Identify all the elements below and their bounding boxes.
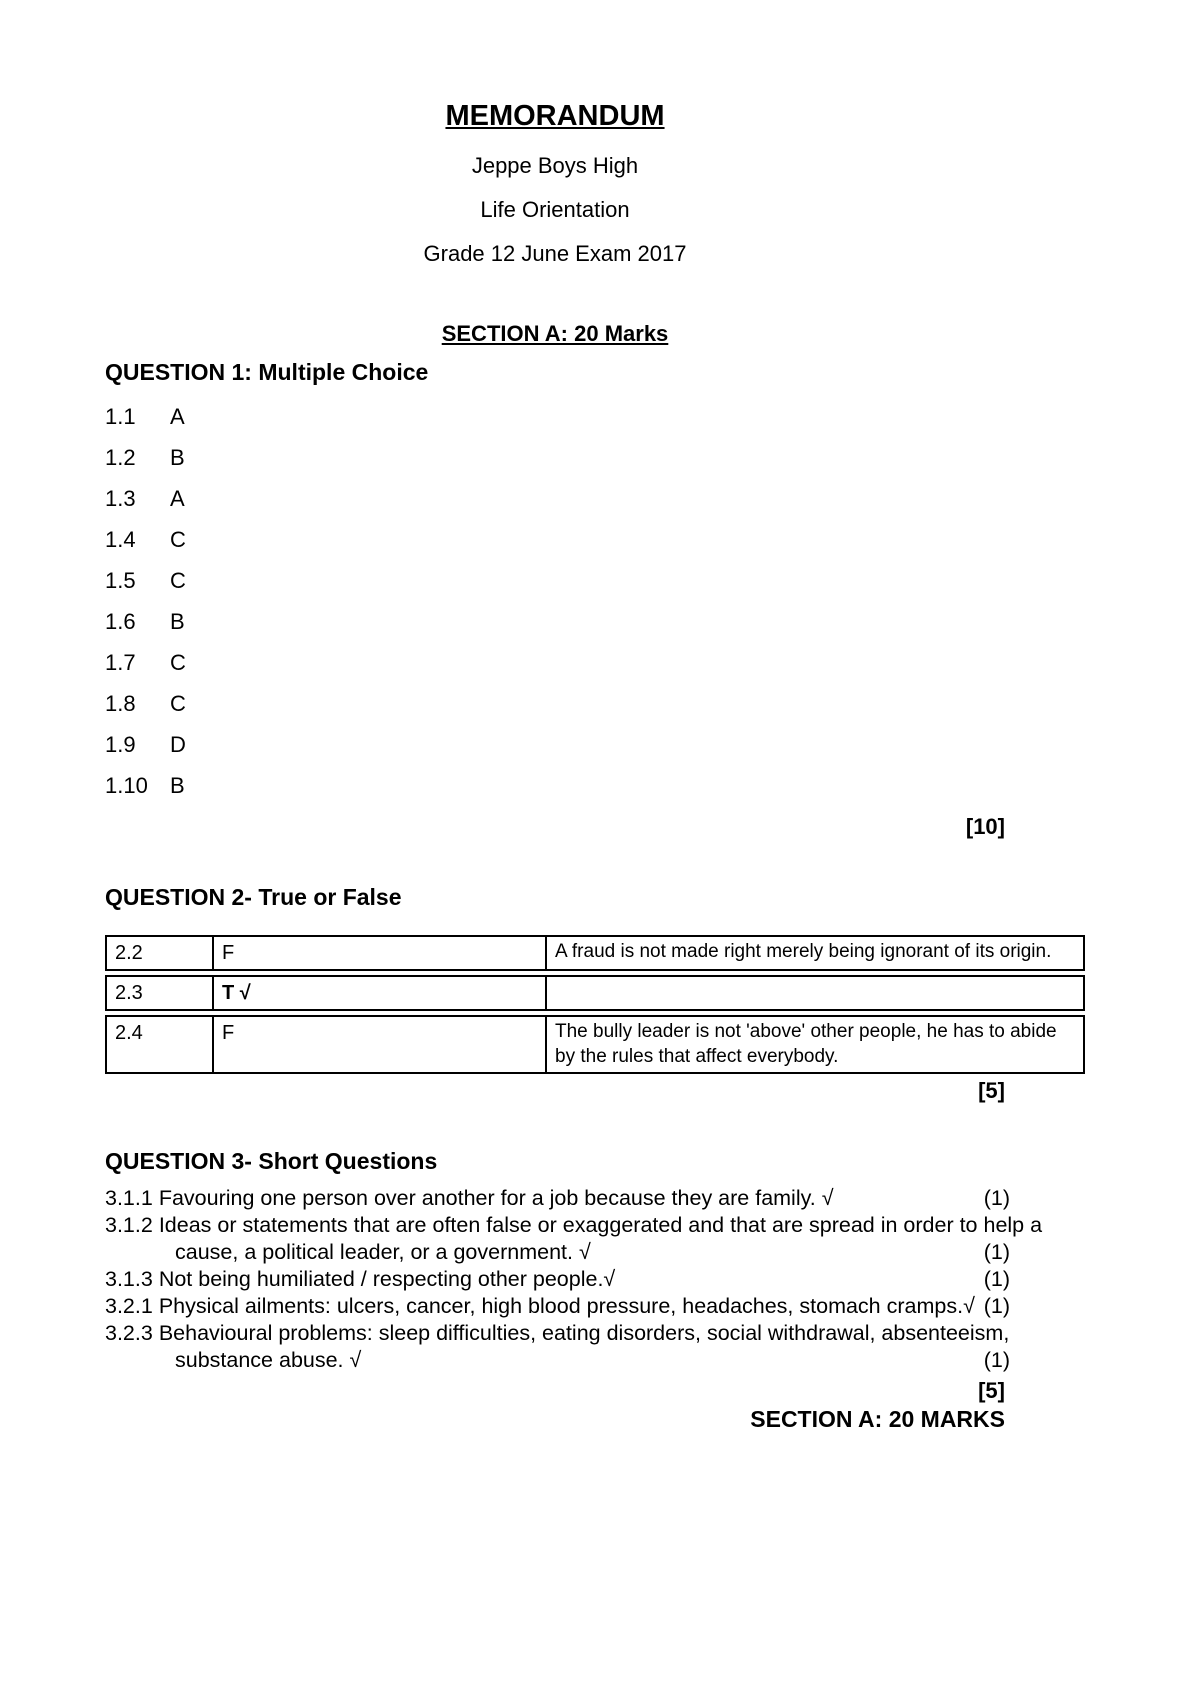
mc-answer-row [105,519,1045,560]
tf-number-cell: 2.3 [107,977,214,1009]
mc-answer-letter: A [170,404,185,429]
mc-answer-row [105,601,1045,642]
sq-mark: (1) [983,1294,1010,1319]
tf-explanation-cell: The bully leader is not 'above' other people, he has to abide by the rules that affect everybody. [555,1021,1057,1067]
short-question-item [105,1212,1045,1266]
sq-answer-text: Physical ailments: ulcers, cancer, high blood pressure, headaches, stomach cramps.√ [158,1294,975,1319]
section-a-total: SECTION A: 20 MARKS [750,1406,1005,1433]
sq-answer-text: Not being humiliated / respecting other people.√ [158,1267,616,1292]
sq-answer-text: Behavioural problems: sleep difficulties, eating disorders, social withdrawal, absenteeism, substance abuse. √ [158,1321,1010,1373]
sq-mark: (1) [983,1348,1010,1373]
short-question-list [105,1185,1045,1374]
mc-answer-row [105,478,1045,519]
mc-answer-row [105,642,1045,683]
sq-mark: (1) [983,1267,1010,1292]
section-a-heading: SECTION A: 20 Marks [441,321,669,346]
sq-answer-text: Favouring one person over another for a job because they are family. √ [158,1186,834,1211]
question3-marks: [5] [978,1378,1005,1404]
doc-title: MEMORANDUM [445,100,665,132]
sq-text [105,1320,1045,1374]
mc-answer-row [105,560,1045,601]
tf-explanation-cell: A fraud is not made right merely being ignorant of its origin. [555,941,1052,962]
sq-number: 3.1.2 [105,1213,153,1238]
short-question-item [105,1266,1045,1293]
sq-number: 3.1.1 [105,1186,153,1211]
tf-explanation-cell [547,977,1083,1009]
tf-answer-cell: F [214,1017,547,1072]
exam-title: Grade 12 June Exam 2017 [423,241,687,266]
sq-text [105,1293,1045,1320]
mc-answer-letter: C [170,650,186,675]
short-question-item [105,1320,1045,1374]
sq-number: 3.1.3 [105,1267,153,1292]
sq-number: 3.2.3 [105,1321,153,1346]
mc-answer-row [105,437,1045,478]
mc-answer-letter: C [170,568,186,593]
short-question-item [105,1293,1045,1320]
mc-answer-number: 1.4 [105,527,136,552]
mc-answer-letter: B [170,773,185,798]
subject-name: Life Orientation [480,197,630,222]
mc-answer-letter: A [170,486,185,511]
mc-answer-letter: C [170,691,186,716]
tf-answer-cell: T √ [214,977,547,1009]
question1-marks: [10] [965,814,1005,839]
sq-number: 3.2.1 [105,1294,153,1319]
tf-number-cell: 2.4 [107,1017,214,1072]
sq-mark: (1) [983,1240,1010,1265]
mc-answer-row [105,765,1045,806]
sq-text [105,1266,1045,1293]
question1-heading: QUESTION 1: Multiple Choice [105,359,429,385]
mc-answer-number: 1.9 [105,732,136,757]
tf-table-row [105,975,1085,1011]
tf-table-row [105,935,1085,971]
mc-answer-number: 1.1 [105,404,136,429]
short-question-item [105,1185,1045,1212]
tf-number-cell: 2.2 [107,937,214,969]
mc-answer-number: 1.5 [105,568,136,593]
mc-answer-number: 1.10 [105,773,148,798]
mc-answer-number: 1.6 [105,609,136,634]
mc-answer-number: 1.3 [105,486,136,511]
mc-answer-number: 1.7 [105,650,136,675]
question2-heading: QUESTION 2- True or False [105,884,402,910]
mc-answer-row [105,396,1045,437]
mc-answer-letter: B [170,445,185,470]
sq-mark: (1) [983,1186,1010,1211]
tf-answer-cell: F [214,937,547,969]
mc-answer-number: 1.2 [105,445,136,470]
school-name: Jeppe Boys High [471,153,639,178]
mc-answer-number: 1.8 [105,691,136,716]
mc-answer-letter: D [170,732,186,757]
mc-answer-letter: B [170,609,185,634]
sq-text [105,1212,1045,1266]
mc-answer-list [105,396,1045,806]
true-false-table [105,935,1085,1074]
question3-heading: QUESTION 3- Short Questions [105,1148,438,1175]
sq-text [105,1185,1045,1212]
tf-table-row [105,1015,1085,1074]
mc-answer-row [105,724,1045,765]
question2-marks: [5] [978,1078,1005,1104]
sq-answer-text: Ideas or statements that are often false or exaggerated and that are spread in order to help a cause, a political leader, or a government. √ [158,1213,1043,1265]
mc-answer-row [105,683,1045,724]
mc-answer-letter: C [170,527,186,552]
document-header [105,100,1005,347]
